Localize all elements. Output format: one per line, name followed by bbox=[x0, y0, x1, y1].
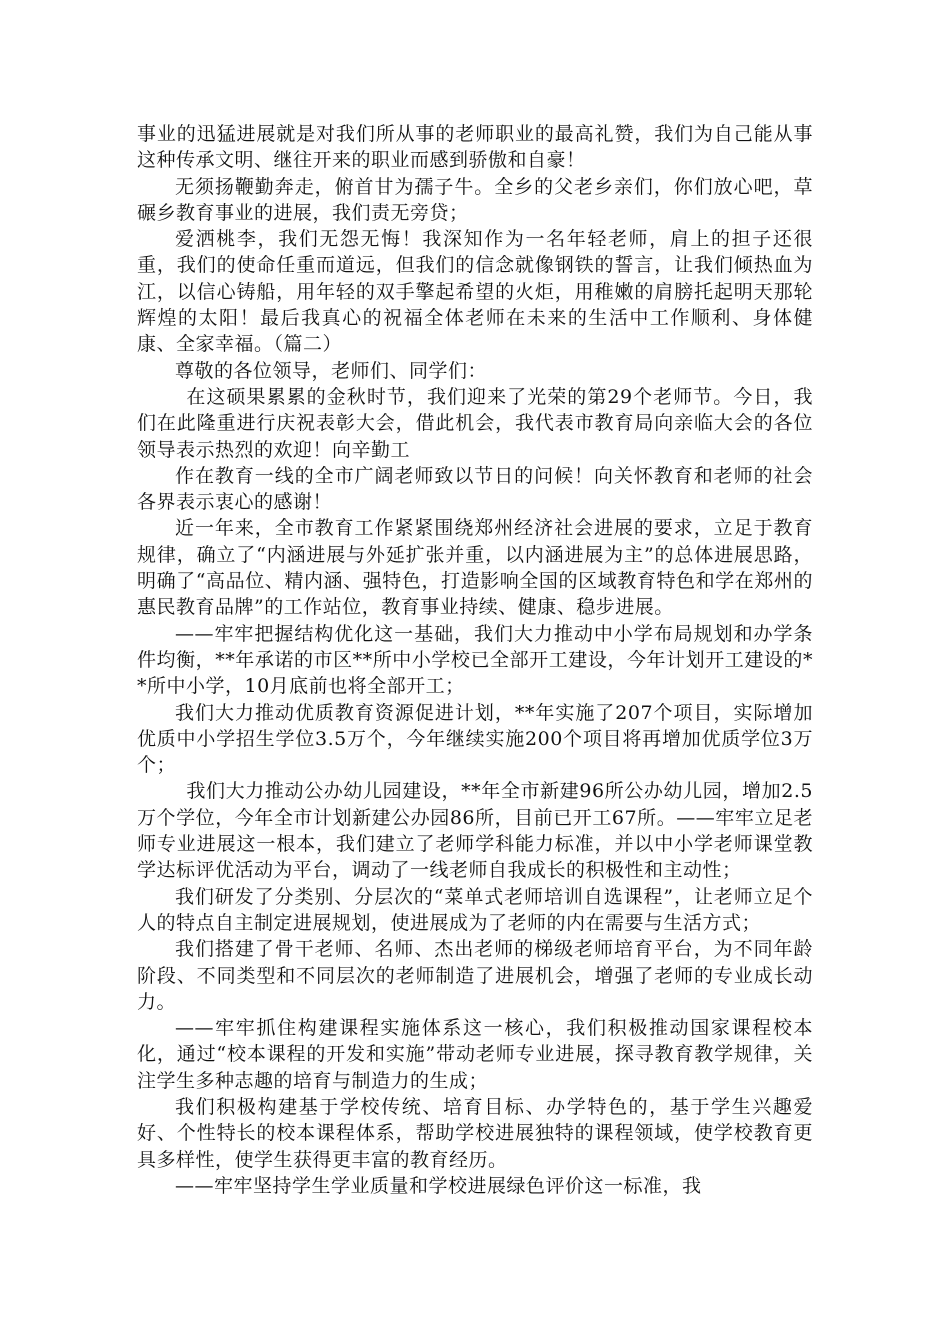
paragraph: 我们积极构建基于学校传统、培育目标、办学特色的，基于学生兴趣爱好、个性特长的校本课程体系，帮助学校进展独特的课程领域，使学校教育更具多样性，使学生获得更丰富的教育经历。 bbox=[137, 1095, 813, 1171]
paragraph: 爱洒桃李，我们无怨无悔！我深知作为一名年轻老师，肩上的担子还很重，我们的使命任重而道远，但我们的信念就像钢铁的誓言，让我们倾热血为江，以信心铸船，用年轻的双手擎起希望的火炬，用稚嫩的肩膀托起明天那轮辉煌的太阳！最后我真心的祝福全体老师在未来的生活中工作顺利、身体健康、全家幸福。（篇二） bbox=[137, 228, 813, 356]
paragraph: 无须扬鞭勤奔走，俯首甘为孺子牛。全乡的父老乡亲们，你们放心吧，草碾乡教育事业的进展，我们责无旁贷； bbox=[137, 175, 813, 224]
paragraph: 近一年来，全市教育工作紧紧围绕郑州经济社会进展的要求，立足于教育规律，确立了“内涵进展与外延扩张并重，以内涵进展为主”的总体进展思路，明确了“高品位、精内涵、强特色，打造影响全国的区域教育特色和学在郑州的惠民教育品牌”的工作站位，教育事业持续、健康、稳步进展。 bbox=[137, 517, 813, 619]
paragraph: ——牢牢把握结构优化这一基础，我们大力推动中小学布局规划和办学条件均衡，**年承诺的市区**所中小学校已全部开工建设，今年计划开工建设的**所中小学，10月底前也将全部开工； bbox=[137, 622, 813, 698]
salutation: 尊敬的各位领导，老师们、同学们： bbox=[175, 359, 488, 382]
paragraph: ——牢牢坚持学生学业质量和学校进展绿色评价这一标准，我 bbox=[175, 1174, 702, 1197]
paragraph: 事业的迅猛进展就是对我们所从事的老师职业的最高礼赞，我们为自己能从事这种传承文明、继往开来的职业而感到骄傲和自豪！ bbox=[137, 123, 813, 172]
paragraph: ——牢牢抓住构建课程实施体系这一核心，我们积极推动国家课程校本化，通过“校本课程的开发和实施”带动老师专业进展，探寻教育教学规律，关注学生多种志趣的培育与制造力的生成； bbox=[137, 1017, 813, 1092]
paragraph: 我们搭建了骨干老师、名师、杰出老师的梯级老师培育平台，为不同年龄阶段、不同类型和不同层次的老师制造了进展机会，增强了老师的专业成长动力。 bbox=[137, 938, 813, 1013]
paragraph: 在这硕果累累的金秋时节，我们迎来了光荣的第29个老师节。今日，我们在此隆重进行庆祝表彰大会，借此机会，我代表市教育局向亲临大会的各位领导表示热烈的欢迎！向辛勤工 bbox=[137, 385, 813, 461]
paragraph: 我们研发了分类别、分层次的“菜单式老师培训自选课程”，让老师立足个人的特点自主制定进展规划，使进展成为了老师的内在需要与生活方式； bbox=[137, 885, 813, 934]
paragraph: 我们大力推动公办幼儿园建设，**年全市新建96所公办幼儿园，增加2.5万个学位，今年全市计划新建公办园86所，目前已开工67所。——牢牢立足老师专业进展这一根本，我们建立了老师学科能力标准，并以中小学老师课堂教学达标评优活动为平台，调动了一线老师自我成长的积极性和主动性； bbox=[137, 780, 813, 882]
paragraph: 作在教育一线的全市广阔老师致以节日的问候！向关怀教育和老师的社会各界表示衷心的感谢！ bbox=[137, 464, 813, 514]
paragraph: 我们大力推动优质教育资源促进计划，**年实施了207个项目，实际增加优质中小学招生学位3.5万个，今年继续实施200个项目将再增加优质学位3万个； bbox=[137, 701, 813, 777]
document-body bbox=[137, 121, 813, 1199]
